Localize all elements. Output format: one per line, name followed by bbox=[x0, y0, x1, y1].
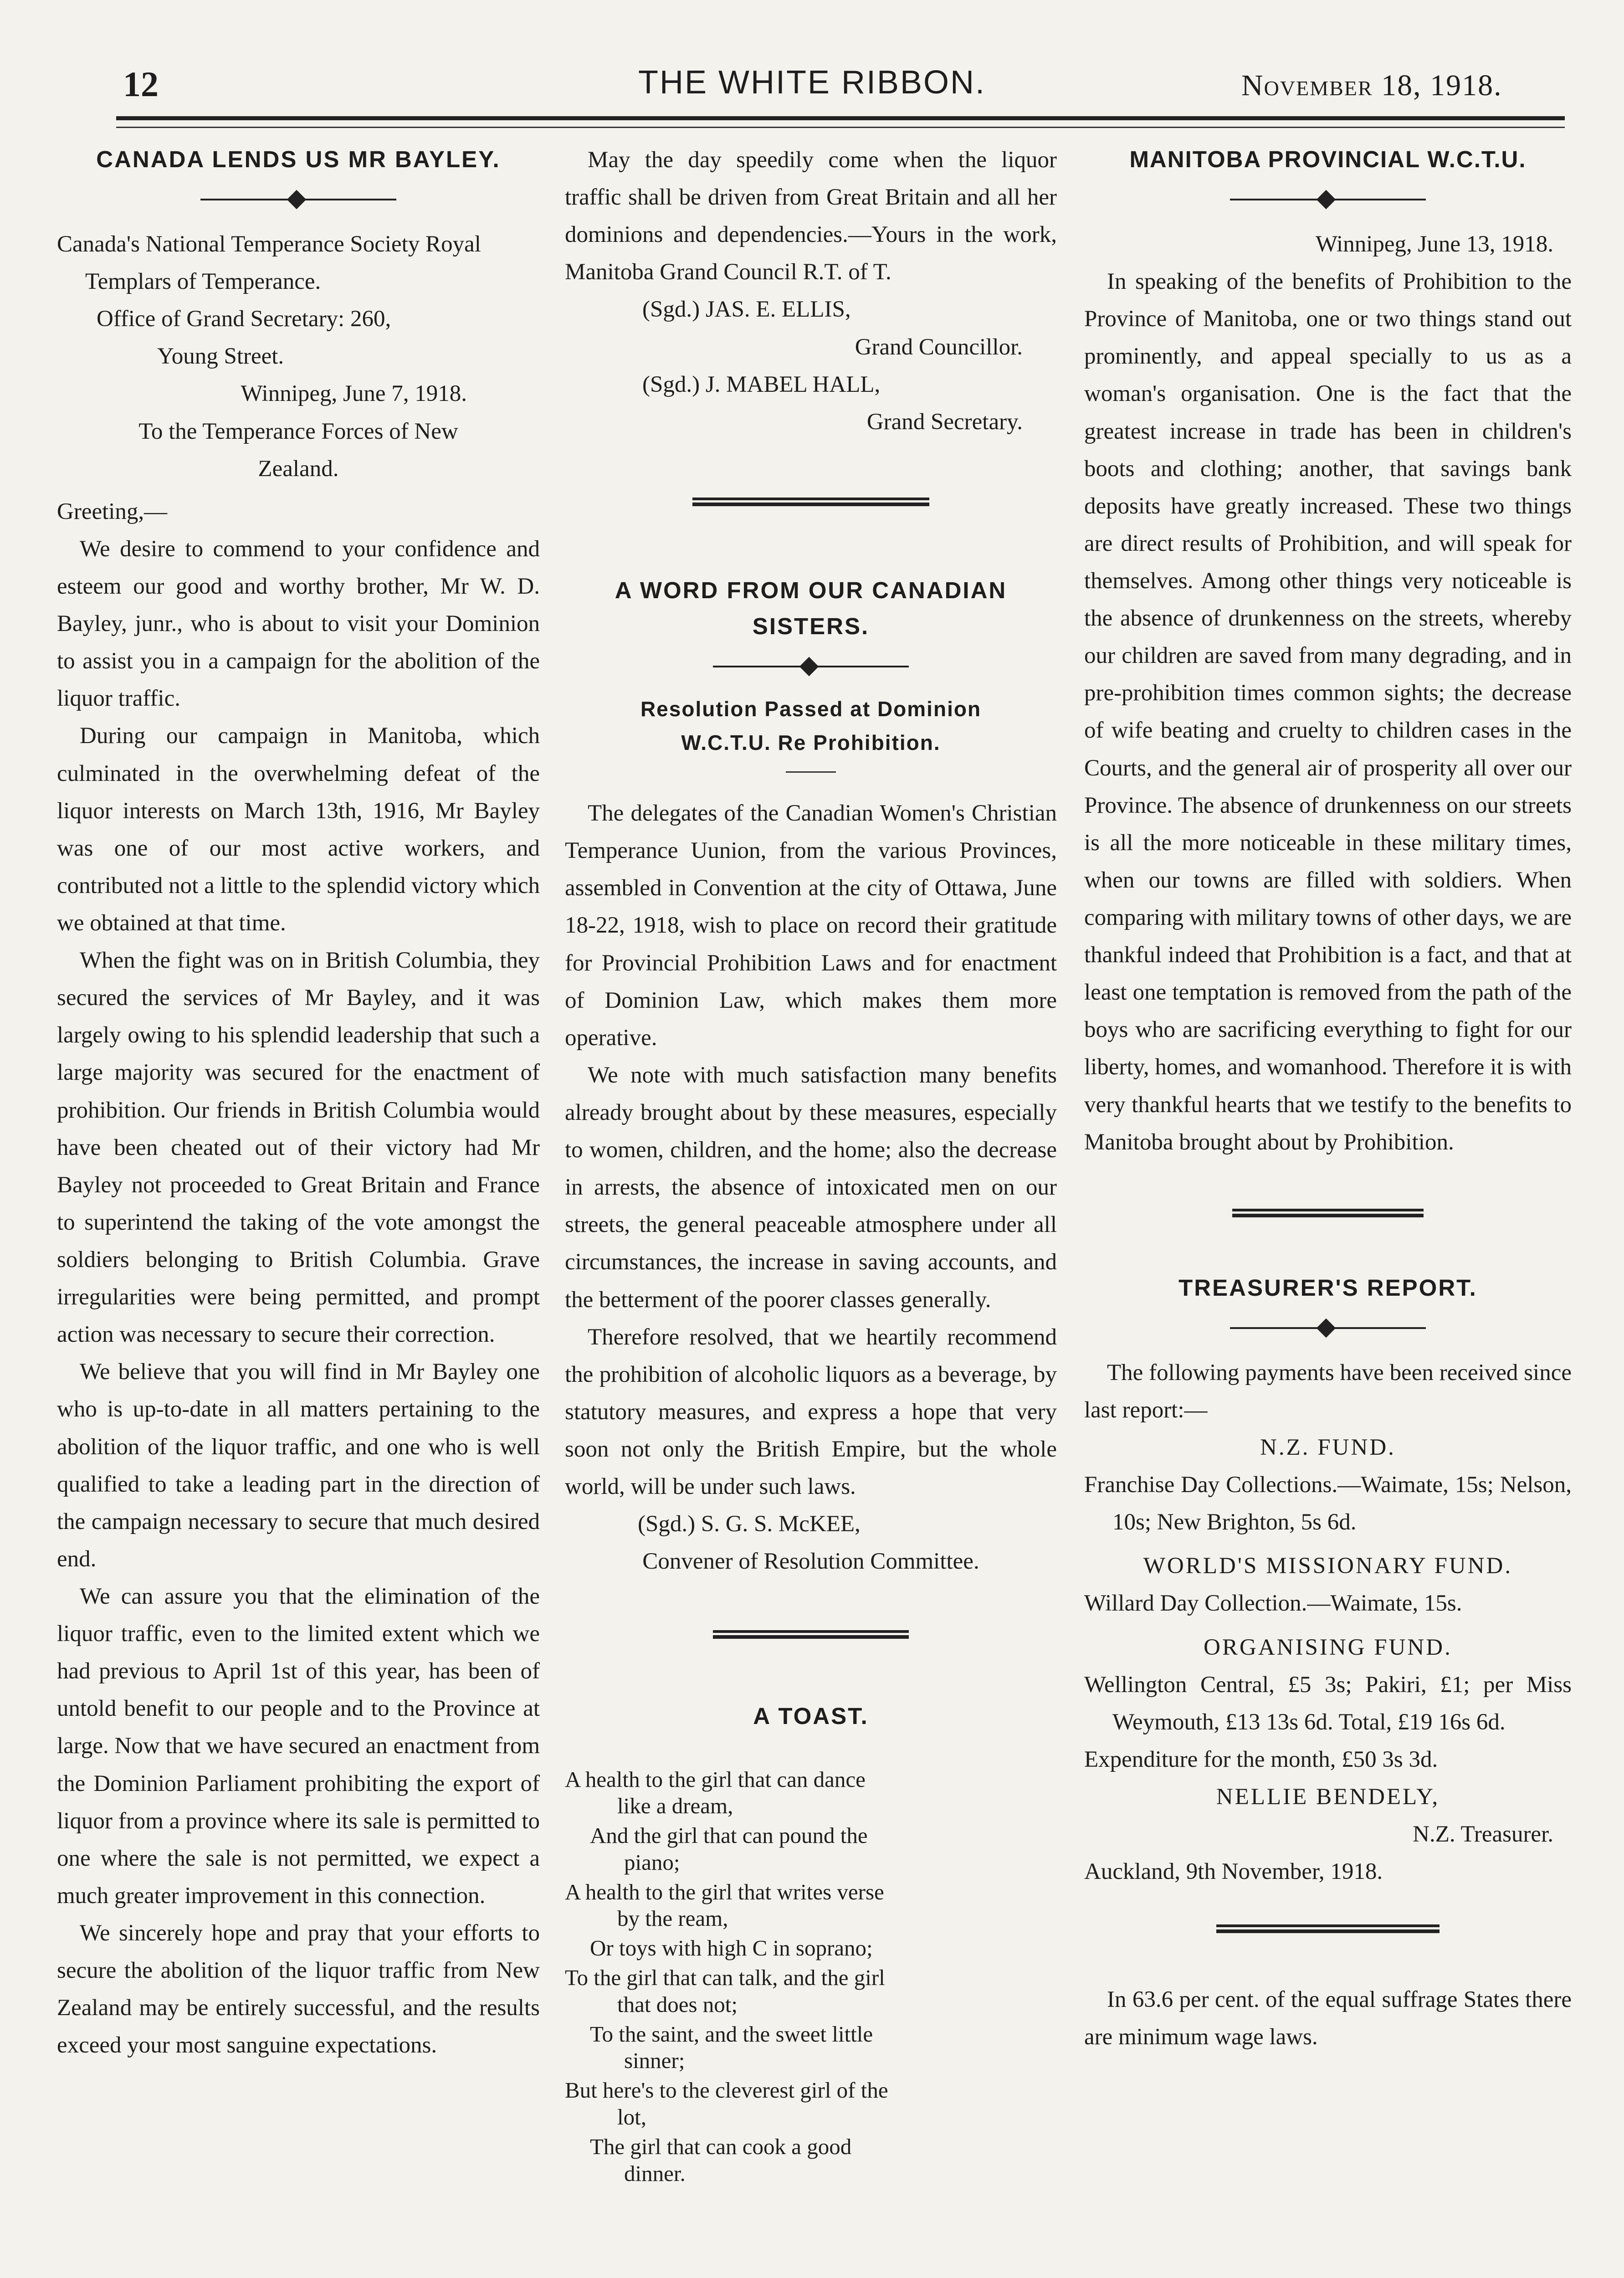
column-right bbox=[1084, 141, 1572, 2056]
poem-line: Or toys with high C in soprano; bbox=[590, 1935, 873, 1961]
paragraph: When the fight was on in British Columbia, they secured the services of Mr Bayley, and it was largely owing to his splendid leadership that such a large majority was secured for the enactment of prohibition. Our friends in British Columbia would have been cheated out of their victory had Mr Bayley not proceeded to Great Britain and France to superintend the taking of the vote amongst the soldiers belonging to British Columbia. Grave irregularities were being permitted, and prompt action was necessary to secure their correction. bbox=[57, 948, 540, 1348]
expenditure: Expenditure for the month, £50 3s 3d. bbox=[1084, 1746, 1438, 1772]
closing-note: In 63.6 per cent. of the equal suffrage States there are minimum wage laws. bbox=[1084, 1987, 1572, 2050]
dateline: Winnipeg, June 13, 1918. bbox=[1315, 231, 1553, 257]
poem-line: like a dream, bbox=[617, 1793, 733, 1819]
poem-line: But here's to the cleverest girl of the bbox=[565, 2078, 888, 2103]
treasurer-name: NELLIE BENDELY, bbox=[1216, 1784, 1440, 1810]
signature-name: (Sgd.) S. G. S. McKEE, bbox=[638, 1511, 861, 1537]
paragraph: During our campaign in Manitoba, which culminated in the overwhelming defeat of the liquor interests on March 13th, 1916, Mr Bayley was one of our most active workers, and contributed not a little to the splendid victory which we obtained at that time. bbox=[57, 723, 540, 936]
paragraph: The delegates of the Canadian Women's Christian Temperance Uunion, from the various Provinces, assembled in Convention at the city of Ottawa, June 18-22, 1918, wish to place on record their gratitude for Provincial Prohibition Laws and for enactment of Dominion Law, which makes them more operative. bbox=[565, 800, 1057, 1051]
paragraph: May the day speedily come when the liquor traffic shall be driven from Great Britain and all her dominions and dependencies.—Yours in the work, Manitoba Grand Council R.T. of T. bbox=[565, 147, 1057, 285]
address-line: To the Temperance Forces of New Zealand. bbox=[138, 418, 458, 482]
paragraph: We can assure you that the elimination of the liquor traffic, even to the limited extent which we had previous to April 1st of this year, has been of untold benefit to our people and to the Province at large. Now that we have secured an enactment from the Dominion Parliament prohibiting the export of liquor from a province where its sale is permitted to one where the sale is not permitted, we expect a much greater improvement in this connection. bbox=[57, 1583, 540, 1909]
address-line: Office of Grand Secretary: 260, bbox=[97, 306, 391, 332]
fund-heading: WORLD'S MISSIONARY FUND. bbox=[1143, 1553, 1513, 1579]
publication-title: THE WHITE RIBBON. bbox=[638, 64, 986, 101]
header-rule-thick bbox=[116, 116, 1565, 120]
section-separator bbox=[1216, 1924, 1440, 1933]
page-number: 12 bbox=[123, 64, 159, 104]
article-title-canada: CANADA LENDS US MR BAYLEY. bbox=[96, 146, 501, 172]
signature-name: (Sgd.) JAS. E. ELLIS, bbox=[642, 297, 851, 323]
paragraph: In speaking of the benefits of Prohibition to the Province of Manitoba, one or two things stand out prominently, and appeal specially to us as a woman's organisation. One is the fact that the greatest increase in trade has been in children's boots and clothing; another, that savings bank deposits have greatly increased. These two things are direct results of Prohibition, and will speak for themselves. Among other things very noticeable is the absence of drunkenness on the streets, whereby our children are saved from many degrading, and in pre-prohibition times common sights; the decrease of wife beating and cruelty to children cases in the Courts, and the general air of prosperity all over our Province. The absence of drunkenness on our streets is all the more noticeable in these military times, when our towns are filled with soldiers. When comparing with military towns of other days, we are thankful indeed that Prohibition is a fact, and that at least one temptation is removed from the path of the boys who are sacrificing everything to fight for our liberty, homes, and womanhood. Therefore it is with very thankful hearts that we testify to the benefits to Manitoba brought about by Prohibition. bbox=[1084, 269, 1572, 1155]
paragraph: The following payments have been received since last report:— bbox=[1084, 1360, 1572, 1423]
section-separator bbox=[713, 1630, 909, 1639]
poem-line: dinner. bbox=[624, 2160, 686, 2186]
place-date: Auckland, 9th November, 1918. bbox=[1084, 1859, 1383, 1885]
signature-title: Grand Councillor. bbox=[855, 334, 1023, 360]
article-title-toast: A TOAST. bbox=[753, 1703, 869, 1729]
poem-line: To the girl that can talk, and the girl bbox=[565, 1965, 885, 1991]
poem-line: sinner; bbox=[624, 2048, 685, 2073]
ornament-divider bbox=[713, 659, 909, 674]
fund-detail: Willard Day Collection.—Waimate, 15s. bbox=[1084, 1590, 1462, 1616]
poem-line: And the girl that can pound the bbox=[590, 1823, 868, 1848]
poem-line: lot, bbox=[617, 2104, 646, 2130]
fund-detail: Franchise Day Collections.—Waimate, 15s; Nelson, 10s; New Brighton, 5s 6d. bbox=[1084, 1472, 1572, 1535]
poem-line: To the saint, and the sweet little bbox=[590, 2021, 873, 2047]
section-separator bbox=[1232, 1209, 1424, 1217]
paragraph: We note with much satisfaction many benefits already brought about by these measures, especially to women, children, and the home; also the decrease in arrests, the absence of intoxicated men on our streets, the general peaceable atmosphere under all circumstances, the increase in saving accounts, and the betterment of the poorer classes generally. bbox=[565, 1062, 1057, 1313]
section-separator bbox=[692, 498, 929, 506]
article-subtitle: Resolution Passed at Dominion W.C.T.U. Re Prohibition. bbox=[640, 697, 982, 754]
address-line: Young Street. bbox=[157, 344, 284, 369]
fund-heading: ORGANISING FUND. bbox=[1204, 1634, 1452, 1660]
column-left bbox=[57, 141, 540, 2064]
column-middle bbox=[565, 141, 1057, 2187]
treasurer-role: N.Z. Treasurer. bbox=[1413, 1821, 1553, 1847]
signature-name: (Sgd.) J. MABEL HALL, bbox=[642, 371, 881, 397]
short-rule bbox=[786, 771, 836, 773]
signature-title: Grand Secretary. bbox=[866, 409, 1023, 435]
paragraph: Therefore resolved, that we heartily recommend the prohibition of alcoholic liquors as a beverage, by statutory measures, and express a hope that very soon not only the British Empire, but the whole world, will be under such laws. bbox=[565, 1324, 1057, 1500]
issue-date: November 18, 1918. bbox=[1241, 69, 1502, 102]
paragraph: We sincerely hope and pray that your efforts to secure the abolition of the liquor traffic from New Zealand may be entirely successful, and the results exceed your most sanguine expectations. bbox=[57, 1920, 540, 2058]
ornament-divider bbox=[1230, 192, 1426, 207]
address-line: Canada's National Temperance Society Royal Templars of Temperance. bbox=[57, 231, 481, 295]
poem-line: A health to the girl that can dance bbox=[565, 1766, 866, 1792]
signature-title: Convener of Resolution Committee. bbox=[642, 1549, 979, 1575]
ornament-divider bbox=[1230, 1320, 1426, 1336]
article-title-manitoba: MANITOBA PROVINCIAL W.C.T.U. bbox=[1129, 146, 1527, 172]
poem-line: piano; bbox=[624, 1849, 680, 1875]
poem-line: A health to the girl that writes verse bbox=[565, 1879, 884, 1904]
page-header bbox=[0, 0, 1624, 150]
poem-line: that does not; bbox=[617, 1991, 738, 2017]
poem-line: by the ream, bbox=[617, 1906, 728, 1931]
header-rule-thin bbox=[116, 127, 1565, 128]
poem-line: The girl that can cook a good bbox=[590, 2134, 852, 2159]
poem bbox=[565, 1766, 1057, 2187]
fund-detail: Wellington Central, £5 3s; Pakiri, £1; per Miss Weymouth, £13 13s 6d. Total, £19 16s 6d. bbox=[1084, 1672, 1572, 1735]
article-title-treasurer: TREASURER'S REPORT. bbox=[1178, 1274, 1477, 1301]
ornament-divider bbox=[200, 192, 396, 207]
fund-heading: N.Z. FUND. bbox=[1260, 1435, 1396, 1461]
paragraph: We believe that you will find in Mr Bayley one who is up-to-date in all matters pertaining to the abolition of the liquor traffic, and one who is well qualified to take a leading part in the direction of the campaign necessary to secure that much desired end. bbox=[57, 1359, 540, 1572]
paragraph: We desire to commend to your confidence and esteem our good and worthy brother, Mr W. D. Bayley, junr., who is about to visit your Dominion to assist you in a campaign for the abolition of the liquor traffic. bbox=[57, 536, 540, 712]
address-line: Winnipeg, June 7, 1918. bbox=[241, 381, 467, 407]
article-title-word: A WORD FROM OUR CANADIAN SISTERS. bbox=[615, 577, 1007, 639]
greeting: Greeting,— bbox=[57, 498, 168, 524]
